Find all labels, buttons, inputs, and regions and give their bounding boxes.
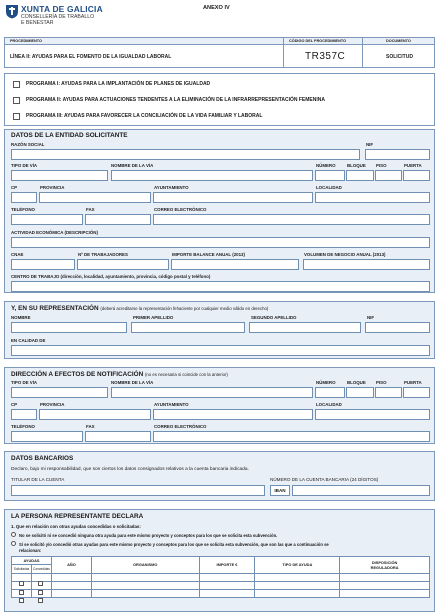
block-label: BLOQUE (347, 163, 366, 168)
street-type-label: TIPO DE VÍA (11, 163, 38, 168)
notif-street-name-field[interactable] (111, 387, 313, 398)
notif-email-field[interactable] (153, 431, 430, 442)
cnae-label: CNAE (11, 252, 24, 257)
workers-label: Nº DE TRABAJADORES (78, 252, 128, 257)
notif-floor-field[interactable] (375, 387, 402, 398)
postal-code-label: CP (11, 185, 18, 190)
turnover-field[interactable] (303, 259, 430, 270)
annex-label: ANEXO IV (203, 5, 230, 11)
notif-fax-field[interactable] (85, 431, 151, 442)
applicant-section (4, 129, 435, 293)
fax-field[interactable] (85, 214, 151, 225)
block-field[interactable] (346, 170, 374, 181)
balance-field[interactable] (171, 259, 299, 270)
province-field[interactable] (39, 192, 151, 203)
street-name-field[interactable] (111, 170, 313, 181)
notif-number-label: NÚMERO (316, 380, 336, 385)
bank-section-title: DATOS BANCARIOS (11, 455, 74, 462)
notif-floor-label: PISO (376, 380, 387, 385)
street-name-label: NOMBRE DE LA VÍA (111, 163, 154, 168)
capacity-label: EN CALIDAD DE (11, 338, 46, 343)
account-number-label: NÚMERO DE LA CUENTA BANCARIA (24 DÍGITOS) (270, 477, 379, 482)
col-regulation: DISPOSICIÓN REGULADORA (340, 557, 430, 574)
business-name-field[interactable] (11, 149, 360, 160)
nif-label: NIF (366, 142, 374, 147)
business-name-label: RAZÓN SOCIAL (11, 142, 45, 147)
notif-municipality-field[interactable] (153, 409, 313, 420)
repr-nif-field[interactable] (365, 322, 430, 333)
col-ayudas: AYUDAS (12, 557, 52, 565)
municipality-field[interactable] (153, 192, 313, 203)
surname2-label: SEGUNDO APELLIDO (251, 315, 297, 320)
notif-fax-label: FAX (86, 424, 95, 429)
programs-section (4, 73, 435, 126)
program-3-label: PROGRAMA III: AYUDAS PARA FAVORECER LA CONCILIACIÓN DE LA VIDA FAMILIAR Y LABORAL (26, 113, 263, 119)
notif-email-label: CORREO ELECTRÓNICO (154, 424, 207, 429)
activity-field[interactable] (11, 237, 430, 248)
floor-label: PISO (376, 163, 387, 168)
cnae-field[interactable] (11, 259, 75, 270)
notif-door-field[interactable] (403, 387, 430, 398)
municipality-label: AYUNTAMIENTO (154, 185, 189, 190)
first-name-field[interactable] (11, 322, 127, 333)
door-field[interactable] (403, 170, 430, 181)
procedure-code: TR357C (305, 51, 346, 62)
col-granted: Concedidas (31, 565, 51, 573)
floor-field[interactable] (375, 170, 402, 181)
col-aid-type: TIPO DE AYUDA (255, 557, 340, 574)
account-number-field[interactable] (292, 485, 430, 496)
phone-label: TELÉFONO (11, 207, 35, 212)
col-year: AÑO (51, 557, 91, 574)
program-3-checkbox[interactable] (13, 113, 20, 120)
surname2-field[interactable] (249, 322, 361, 333)
no-other-aid-radio[interactable] (11, 532, 16, 537)
xunta-logo (5, 4, 135, 32)
turnover-label: VOLUMEN DE NEGOCIO ANUAL (2013) (304, 252, 386, 257)
first-name-label: NOMBRE (11, 315, 31, 320)
notif-municipality-label: AYUNTAMIENTO (154, 402, 189, 407)
notif-province-label: PROVINCIA (40, 402, 65, 407)
other-aids-table (11, 556, 430, 598)
program-1-label: PROGRAMA I: AYUDAS PARA LA IMPLANTACIÓN DE PLANES DE IGUALDAD (26, 81, 211, 87)
other-aid-label-cont: relacionan: (19, 547, 42, 553)
repr-nif-label: NIF (367, 315, 375, 320)
activity-label: ACTIVIDAD ECONÓMICA (DESCRIPCIÓN) (11, 230, 98, 235)
workers-field[interactable] (77, 259, 169, 270)
locality-label: LOCALIDAD (316, 185, 342, 190)
table-row[interactable] (12, 573, 430, 581)
notif-locality-label: LOCALIDAD (316, 402, 342, 407)
col-requested: Solicitadas (12, 565, 32, 573)
account-holder-label: TITULAR DE LA CUENTA (11, 477, 65, 482)
account-holder-field[interactable] (11, 485, 265, 496)
notif-postal-code-label: CP (11, 402, 18, 407)
street-type-field[interactable] (11, 170, 108, 181)
program-1-checkbox[interactable] (13, 81, 20, 88)
logo-subtitle-1: CONSELLERÍA DE TRABALLO (21, 14, 95, 20)
notif-block-label: BLOQUE (347, 380, 366, 385)
workplace-label: CENTRO DE TRABAJO (dirección, localidad, ayuntamiento, provincia, código postal y teléfono) (11, 274, 211, 279)
email-label: CORREO ELECTRÓNICO (154, 207, 207, 212)
declaration-section-title: LA PERSONA REPRESENTANTE DECLARA (11, 513, 144, 520)
balance-label: IMPORTE BALANCE ANUAL (2013) (172, 252, 245, 257)
procedure-box (4, 37, 435, 68)
notif-door-label: PUERTA (404, 380, 422, 385)
notif-street-type-field[interactable] (11, 387, 108, 398)
col-amount: IMPORTE € (199, 557, 255, 574)
requested-checkbox-2[interactable] (19, 590, 24, 595)
nif-field[interactable] (365, 149, 430, 160)
notif-locality-field[interactable] (315, 409, 430, 420)
table-row[interactable] (12, 581, 430, 589)
applicant-section-title: DATOS DE LA ENTIDAD SOLICITANTE (11, 132, 128, 139)
granted-checkbox-3[interactable] (38, 598, 43, 603)
procedure-title: LÍNEA II: AYUDAS PARA EL FOMENTO DE LA IGUALDAD LABORAL (10, 54, 172, 60)
granted-checkbox-1[interactable] (38, 581, 43, 586)
capacity-field[interactable] (11, 345, 430, 356)
representative-section-title: Y, EN SU REPRESENTACIÓN (deberá acreditarse la representación fehaciente por cualquier medio válido en derecho) (11, 305, 269, 312)
code-heading: CÓDIGO DEL PROCEDIMIENTO (289, 38, 347, 43)
other-aid-label: Sí se solicitó y/o concedió otras ayudas para este mismo proyecto y conceptos para los que se solicita esta subvención, que son las que a continuación se (19, 541, 329, 547)
email-field[interactable] (153, 214, 430, 225)
surname1-label: PRIMER APELLIDO (133, 315, 174, 320)
declaration-question-1: 1. Que en relación con otras ayudas concedidas o solicitadas: (11, 524, 141, 529)
number-field[interactable] (315, 170, 345, 181)
no-other-aid-label: No se solicitó ni se concedió ninguna otra ayuda para este mismo proyecto y conceptos para los que se solicita esta subvención. (19, 532, 278, 538)
galicia-shield-icon (5, 4, 19, 19)
number-label: NÚMERO (316, 163, 336, 168)
notif-street-type-label: TIPO DE VÍA (11, 380, 38, 385)
fax-label: FAX (86, 207, 95, 212)
notification-section (4, 367, 435, 444)
program-2-label: PROGRAMA II: AYUDAS PARA ACTUACIONES TENDENTES A LA ELIMINACIÓN DE LA INFRARREPRESENTACIÓN FEMENINA (26, 97, 325, 103)
iban-tag: IBAN (270, 485, 290, 496)
notif-province-field[interactable] (39, 409, 151, 420)
notif-block-field[interactable] (346, 387, 374, 398)
notif-postal-code-field[interactable] (11, 409, 37, 420)
requested-checkbox-3[interactable] (19, 598, 24, 603)
door-label: PUERTA (404, 163, 422, 168)
locality-field[interactable] (315, 192, 430, 203)
postal-code-field[interactable] (11, 192, 37, 203)
notification-section-title: DIRECCIÓN A EFECTOS DE NOTIFICACIÓN (no es necesaria si coincide con la anterior) (11, 371, 228, 378)
surname1-field[interactable] (131, 322, 245, 333)
notif-phone-label: TELÉFONO (11, 424, 35, 429)
requested-checkbox-1[interactable] (19, 581, 24, 586)
notif-street-name-label: NOMBRE DE LA VÍA (111, 380, 154, 385)
bank-declaration: Declaro, bajo mi responsabilidad, que son ciertos los datos consignados relativos a la cuenta bancaria indicada. (11, 467, 249, 472)
logo-subtitle-2: E BENESTAR (21, 20, 54, 26)
logo-title: XUNTA DE GALICIA (21, 4, 103, 14)
province-label: PROVINCIA (40, 185, 65, 190)
notif-number-field[interactable] (315, 387, 345, 398)
document-type: SOLICITUD (386, 54, 413, 60)
declaration-section (4, 509, 435, 612)
table-row[interactable] (12, 590, 430, 598)
program-2-checkbox[interactable] (13, 97, 20, 104)
bank-section (4, 451, 435, 501)
granted-checkbox-2[interactable] (38, 590, 43, 595)
phone-field[interactable] (11, 214, 83, 225)
other-aid-radio[interactable] (11, 541, 16, 546)
workplace-field[interactable] (11, 281, 430, 292)
representative-section (4, 301, 435, 359)
col-organism: ORGANISMO (91, 557, 199, 574)
procedure-heading: PROCEDIMIENTO (10, 38, 42, 43)
document-heading: DOCUMENTO (386, 38, 411, 43)
notif-phone-field[interactable] (11, 431, 83, 442)
